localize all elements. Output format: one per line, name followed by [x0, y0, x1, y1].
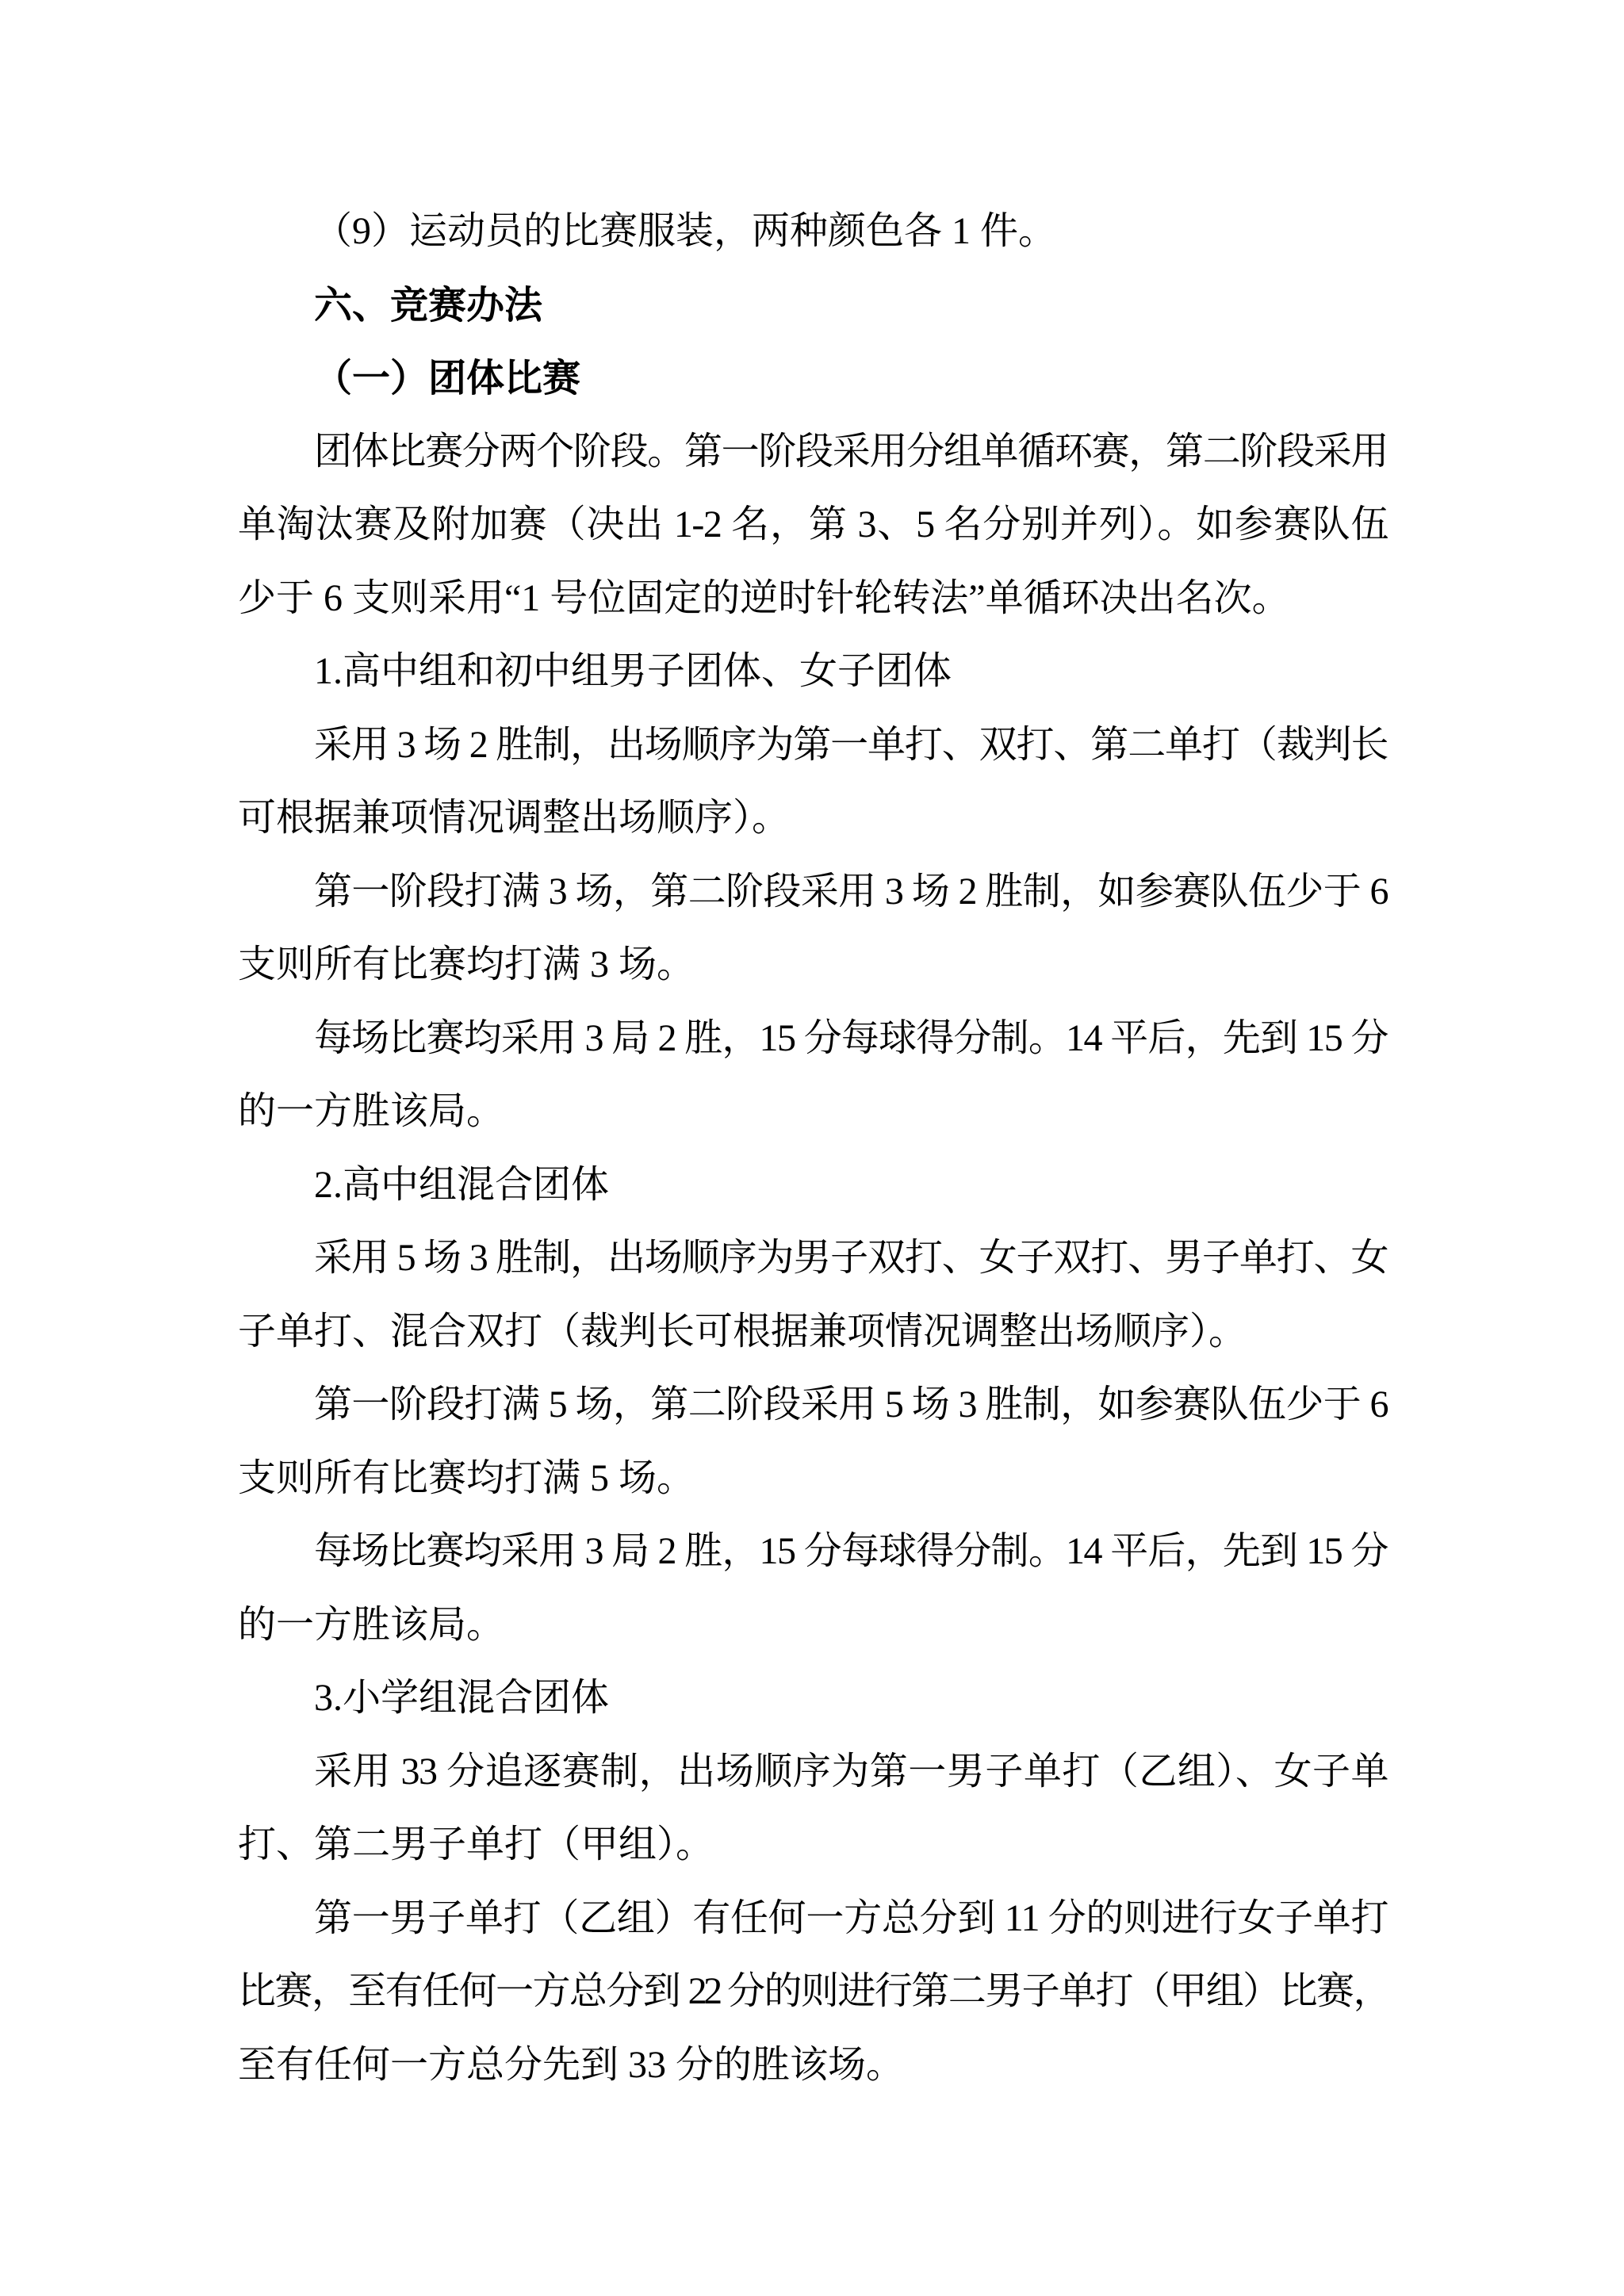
- list-heading: 2.高中组混合团体: [314, 1163, 610, 1206]
- text-line: 的一方胜该局。: [238, 1603, 505, 1646]
- text-line: （9）运动员的比赛服装，两种颜色各 1 件。: [314, 210, 1057, 252]
- subsection-heading: （一）团体比赛: [314, 356, 581, 400]
- text-line: 团体比赛分两个阶段。第一阶段采用分组单循环赛，第二阶段采用: [314, 430, 1388, 473]
- list-heading: 3.小学组混合团体: [314, 1677, 610, 1719]
- page-content: [238, 195, 1388, 2102]
- text-line: 单淘汰赛及附加赛（决出 1-2 名，第 3、5 名分别并列）。如参赛队伍: [238, 503, 1388, 545]
- text-line: 打、第二男子单打（甲组）。: [238, 1823, 714, 1866]
- text-line: 支则所有比赛均打满 3 场。: [238, 943, 695, 985]
- text-line: 第一阶段打满 3 场，第二阶段采用 3 场 2 胜制，如参赛队伍少于 6: [314, 870, 1388, 913]
- text-line: 采用 33 分追逐赛制，出场顺序为第一男子单打（乙组）、女子单: [314, 1750, 1388, 1793]
- text-line: 每场比赛均采用 3 局 2 胜，15 分每球得分制。14 平后，先到 15 分: [314, 1016, 1388, 1059]
- list-heading: 1.高中组和初中组男子团体、女子团体: [314, 650, 952, 692]
- text-line: 的一方胜该局。: [238, 1090, 505, 1132]
- text-line: 比赛，至有任何一方总分到 22 分的则进行第二男子单打（甲组）比赛，: [238, 1970, 1388, 2012]
- text-line: 子单打、混合双打（裁判长可根据兼项情况调整出场顺序）。: [238, 1310, 1247, 1353]
- section-heading: 六、竞赛办法: [314, 282, 543, 327]
- text-line: 至有任何一方总分先到 33 分的胜该场。: [238, 2043, 905, 2086]
- text-line: 采用 5 场 3 胜制，出场顺序为男子双打、女子双打、男子单打、女: [314, 1237, 1388, 1279]
- text-line: 采用 3 场 2 胜制，出场顺序为第一单打、双打、第二单打（裁判长: [314, 723, 1388, 766]
- text-line: 少于 6 支则采用“1 号位固定的逆时针轮转法”单循环决出名次。: [238, 576, 1290, 619]
- text-line: 每场比赛均采用 3 局 2 胜，15 分每球得分制。14 平后，先到 15 分: [314, 1530, 1388, 1572]
- text-line: 第一男子单打（乙组）有任何一方总分到 11 分的则进行女子单打: [314, 1896, 1388, 1939]
- text-line: 可根据兼项情况调整出场顺序）。: [238, 797, 791, 839]
- text-line: 第一阶段打满 5 场，第二阶段采用 5 场 3 胜制，如参赛队伍少于 6: [314, 1383, 1388, 1425]
- text-line: 支则所有比赛均打满 5 场。: [238, 1456, 695, 1499]
